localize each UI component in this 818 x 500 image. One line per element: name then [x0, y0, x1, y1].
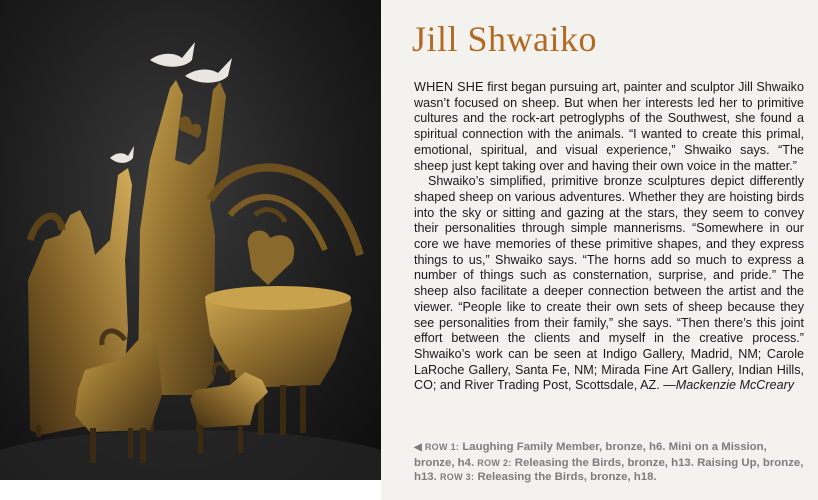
caption-row1-label: ROW 1: [424, 442, 460, 452]
paragraph-2-text: Shwaiko’s simplified, primitive bronze sculptures depict differently shaped sheep on various adventures. Whether they are hoisting birds into the sky or sitting and gazing at the stars, they seem to convey their personalities through simple mannerisms. “Somewhere in our core we have memories of these primitive shapes, and they express things to us,” Shwaiko says. “The horns add so much to express a number of things such as consternation, surprise, and pride.” The sheep also facilitate a deeper connection between the artist and the viewer. “People like to create their own sets of sheep because they see personalities from their family,” she says. “Then there’s this joint effort between the clients and myself in the creative process.” Shwaiko’s work can be seen at Indigo Gallery, Madrid, NM; Carole LaRoche Gallery, Santa Fe, NM; Mirada Fine Art Gallery, Indian Hills, CO; and River Trading Post, Scottsdale, AZ. [414, 174, 804, 393]
sculpture-photo [0, 0, 381, 480]
lead-in: WHEN SHE [414, 80, 484, 94]
caption-arrow-icon: ◀ [414, 442, 422, 453]
caption-row1-text: Laughing Family Member, bronze, h6. Mini on a Mission, bronze, h4. [414, 441, 767, 469]
byline: —Mackenzie McCreary [659, 378, 795, 393]
article-paragraph-2 [414, 174, 804, 394]
article-paragraph-1 [414, 80, 804, 174]
caption-row3-label: ROW 3: [439, 472, 475, 482]
paragraph-1-text: first began pursuing art, painter and sculptor Jill Shwaiko wasn’t focused on sheep. But when her interests led her to primitive cultures and the rock-art petroglyphs of the Southwest, she found a spiritual connection with the animals. “I wanted to create this primal, emotional, spiritual, and visual experience,” Shwaiko says. “The sheep just kept taking over and having their own voice in the matter.” [414, 80, 804, 173]
caption-row2-text: Releasing the Birds, bronze, h13. Raising Up, bronze, h13. [414, 456, 804, 483]
caption-row3-text: Releasing the Birds, bronze, h18. [474, 471, 657, 483]
article-body [414, 80, 804, 394]
caption-row2-label: ROW 2: [477, 457, 512, 468]
bronze-sheep-sculptures-illustration [0, 0, 381, 480]
photo-caption [414, 440, 806, 485]
artist-name-title: Jill Shwaiko [412, 19, 598, 59]
